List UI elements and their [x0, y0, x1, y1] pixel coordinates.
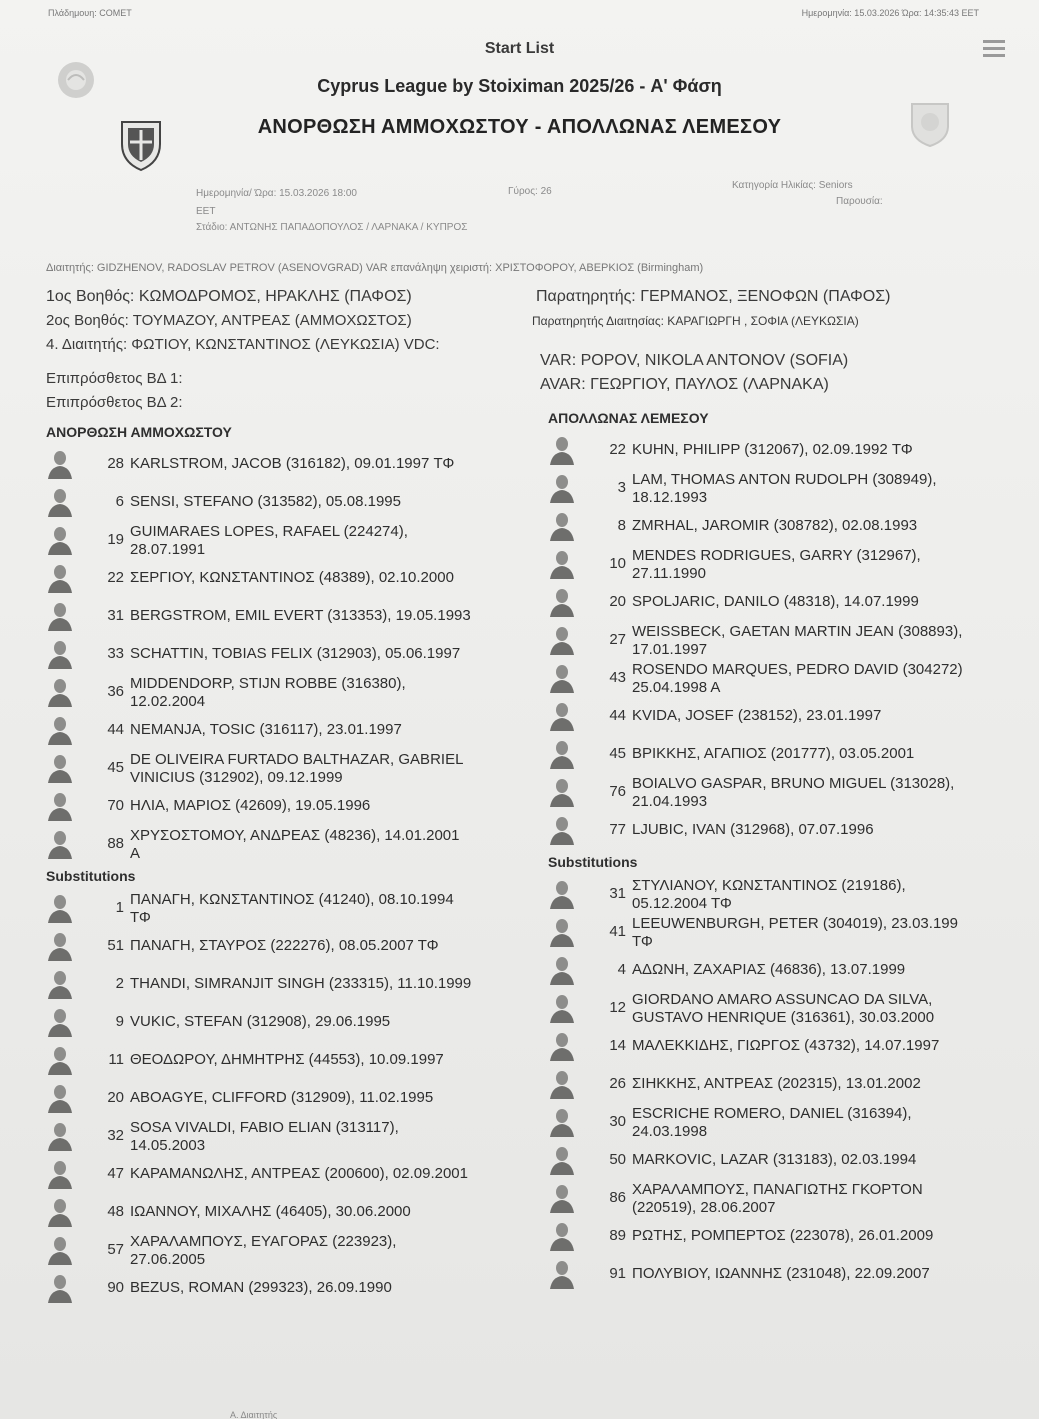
player-details	[130, 607, 540, 625]
player-row	[548, 432, 1036, 470]
player-photo	[46, 601, 74, 631]
player-detail-line: 05.12.2004 ΤΦ	[632, 895, 732, 912]
player-photo	[46, 1083, 74, 1113]
player-name-line: ΧΑΡΑΛΑΜΠΟΥΣ, ΠΑΝΑΓΙΩΤΗΣ ΓΚΟΡΤΟΝ	[632, 1181, 923, 1198]
shirt-number: 32	[107, 1127, 124, 1144]
player-photo	[548, 955, 576, 985]
player-photo	[548, 435, 576, 465]
player-detail-line: 14.05.2003	[130, 1137, 206, 1154]
player-photo	[46, 639, 74, 669]
shirt-number: 45	[107, 759, 124, 776]
player-details	[632, 877, 1036, 913]
player-details	[632, 961, 1036, 979]
shirt-number: 2	[115, 975, 124, 992]
player-detail-line: 24.03.1998	[632, 1123, 708, 1140]
player-details	[632, 775, 1036, 811]
player-row	[548, 736, 1036, 774]
player-detail-line: 28.07.1991	[130, 541, 206, 558]
player-row	[46, 1270, 540, 1308]
player-photo	[46, 1235, 74, 1265]
player-name-line: BOIALVO GASPAR, BRUNO MIGUEL (313028),	[632, 775, 955, 792]
timezone: EET	[196, 206, 216, 217]
shirt-number: 3	[617, 479, 626, 496]
shirt-number: 50	[609, 1151, 626, 1168]
shirt-number: 70	[107, 797, 124, 814]
document-title: Start List	[484, 40, 555, 57]
player-details	[632, 745, 1036, 763]
player-photo	[46, 1197, 74, 1227]
player-details	[130, 1233, 540, 1269]
player-row	[548, 1066, 1036, 1104]
shirt-number: 43	[609, 669, 626, 686]
player-details	[632, 1105, 1036, 1141]
player-row	[46, 560, 540, 598]
player-name-line: BEZUS, ROMAN (299323), 26.09.1990	[130, 1279, 392, 1296]
shirt-number: 31	[609, 885, 626, 902]
player-name-line: GIORDANO AMARO ASSUNCAO DA SILVA,	[632, 991, 933, 1008]
player-detail-line: (220519), 28.06.2007	[632, 1199, 776, 1216]
shirt-number: 6	[115, 493, 124, 510]
player-photo	[548, 777, 576, 807]
shirt-number: 57	[107, 1241, 124, 1258]
player-row	[46, 712, 540, 750]
player-name-line: ΣΕΡΓΙΟΥ, ΚΩΝΣΤΑΝΤΙΝΟΣ (48389), 02.10.2000	[130, 569, 454, 586]
player-name-line: GUIMARAES LOPES, RAFAEL (224274),	[130, 523, 408, 540]
player-detail-line: 27.06.2005	[130, 1251, 206, 1268]
player-photo	[548, 549, 576, 579]
player-photo	[46, 1273, 74, 1303]
player-photo	[46, 677, 74, 707]
player-detail-line: GUSTAVO HENRIQUE (316361), 30.03.2000	[632, 1009, 935, 1026]
player-name-line: ΘΕΟΔΩΡΟΥ, ΔΗΜΗΤΡΗΣ (44553), 10.09.1997	[130, 1051, 444, 1068]
var-official: VAR: POPOV, NIKOLA ANTONOV (SOFIA)	[540, 352, 849, 369]
player-name-line: MENDES RODRIGUES, GARRY (312967),	[632, 547, 921, 564]
player-details	[130, 721, 540, 739]
player-details	[130, 827, 540, 863]
player-name-line: MARKOVIC, LAZAR (313183), 02.03.1994	[632, 1151, 917, 1168]
shirt-number: 44	[107, 721, 124, 738]
player-details	[130, 523, 540, 559]
home-substitutions-title: Substitutions	[46, 868, 136, 884]
player-photo	[548, 1221, 576, 1251]
player-details	[130, 937, 540, 955]
player-photo	[46, 969, 74, 999]
player-row	[548, 952, 1036, 990]
player-name-line: ESCRICHE ROMERO, DANIEL (316394),	[632, 1105, 912, 1122]
player-details	[130, 1279, 540, 1297]
player-details	[130, 751, 540, 787]
player-photo	[548, 739, 576, 769]
shirt-number: 20	[107, 1089, 124, 1106]
shirt-number: 22	[107, 569, 124, 586]
assistant-2: 2ος Βοηθός: ΤΟΥΜΑΖΟΥ, ΑΝΤΡΕΑΣ (ΑΜΜΟΧΩΣΤΟΣ)	[46, 312, 412, 329]
shirt-number: 26	[609, 1075, 626, 1092]
player-photo	[46, 931, 74, 961]
player-name-line: ΒΡΙΚΚΗΣ, ΑΓΑΠΙΟΣ (201777), 03.05.2001	[632, 745, 915, 762]
player-details	[632, 471, 1036, 507]
player-row	[46, 966, 540, 1004]
fourth-official: 4. Διαιτητής: ΦΩΤΙΟΥ, ΚΩΝΣΤΑΝΤΙΝΟΣ (ΛΕΥΚΩΣΙΑ) VDC:	[46, 336, 440, 353]
player-row	[548, 1256, 1036, 1294]
player-details	[632, 707, 1036, 725]
player-row	[548, 470, 1036, 508]
player-details	[632, 547, 1036, 583]
player-row	[548, 914, 1036, 952]
player-name-line: ZMRHAL, JAROMIR (308782), 02.08.1993	[632, 517, 918, 534]
shirt-number: 51	[107, 937, 124, 954]
shirt-number: 30	[609, 1113, 626, 1130]
player-row	[46, 1232, 540, 1270]
player-photo	[548, 815, 576, 845]
player-details	[130, 1089, 540, 1107]
player-name-line: ΠΟΛΥΒΙΟΥ, ΙΩΑΝΝΗΣ (231048), 22.09.2007	[632, 1265, 930, 1282]
footer-label: Α. Διαιτητής	[230, 1410, 278, 1419]
player-name-line: ΡΩΤΗΣ, ΡΟΜΠΕΡΤΟΣ (223078), 26.01.2009	[632, 1227, 934, 1244]
player-photo	[548, 701, 576, 731]
shirt-number: 86	[609, 1189, 626, 1206]
player-name-line: SENSI, STEFANO (313582), 05.08.1995	[130, 493, 401, 510]
player-name-line: KVIDA, JOSEF (238152), 23.01.1997	[632, 707, 882, 724]
player-row	[46, 446, 540, 484]
player-row	[46, 1156, 540, 1194]
player-photo	[548, 511, 576, 541]
player-row	[46, 484, 540, 522]
player-row	[548, 1104, 1036, 1142]
player-row	[548, 1028, 1036, 1066]
player-details	[130, 1013, 540, 1031]
player-photo	[548, 663, 576, 693]
shirt-number: 10	[609, 555, 626, 572]
player-detail-line: 12.02.2004	[130, 693, 206, 710]
shirt-number: 4	[617, 961, 626, 978]
shirt-number: 1	[115, 899, 124, 916]
player-photo	[46, 715, 74, 745]
player-row	[548, 1218, 1036, 1256]
player-photo	[46, 449, 74, 479]
player-photo	[46, 525, 74, 555]
player-photo	[548, 917, 576, 947]
print-header-bar	[40, 4, 999, 22]
player-row	[46, 1118, 540, 1156]
player-name-line: WEISSBECK, GAETAN MARTIN JEAN (308893),	[632, 623, 963, 640]
shirt-number: 12	[609, 999, 626, 1016]
player-photo	[46, 829, 74, 859]
player-name-line: LAM, THOMAS ANTON RUDOLPH (308949),	[632, 471, 937, 488]
player-detail-line: 21.04.1993	[632, 793, 708, 810]
shirt-number: 36	[107, 683, 124, 700]
player-row	[46, 826, 540, 864]
player-details	[632, 915, 1036, 951]
player-details	[130, 891, 540, 927]
player-name-line: ΜΑΛΕΚΚΙΔΗΣ, ΓΙΩΡΓΟΣ (43732), 14.07.1997	[632, 1037, 940, 1054]
player-photo	[548, 1031, 576, 1061]
away-substitutions-title: Substitutions	[548, 854, 638, 870]
player-row	[46, 890, 540, 928]
player-name-line: LJUBIC, IVAN (312968), 07.07.1996	[632, 821, 874, 838]
print-timestamp: Ημερομηνία: 15.03.2026 Ώρα: 14:35:43 EET	[801, 8, 979, 18]
player-name-line: KARLSTROM, JACOB (316182), 09.01.1997 ΤΦ	[130, 455, 455, 472]
player-photo	[548, 1069, 576, 1099]
player-name-line: ΣΤΥΛΙΑΝΟΥ, ΚΩΝΣΤΑΝΤΙΝΟΣ (219186),	[632, 877, 906, 894]
player-name-line: MIDDENDORP, STIJN ROBBE (316380),	[130, 675, 406, 692]
player-details	[632, 1075, 1036, 1093]
shirt-number: 22	[609, 441, 626, 458]
player-detail-line: VINICIUS (312902), 09.12.1999	[130, 769, 343, 786]
shirt-number: 9	[115, 1013, 124, 1030]
player-details	[632, 1227, 1036, 1245]
shirt-number: 19	[107, 531, 124, 548]
player-details	[632, 991, 1036, 1027]
player-name-line: DE OLIVEIRA FURTADO BALTHAZAR, GABRIEL	[130, 751, 464, 768]
avar-official: AVAR: ΓΕΩΡΓΙΟΥ, ΠΑΥΛΟΣ (ΛΑΡΝΑΚΑ)	[540, 376, 829, 393]
player-name-line: ROSENDO MARQUES, PEDRO DAVID (304272)	[632, 661, 963, 678]
home-team-name: ΑΝΟΡΘΩΣΗ ΑΜΜΟΧΩΣΤΟΥ	[46, 424, 232, 440]
shirt-number: 45	[609, 745, 626, 762]
player-row	[46, 750, 540, 788]
player-row	[548, 698, 1036, 736]
player-photo	[548, 587, 576, 617]
player-detail-line: 27.11.1990	[632, 565, 706, 582]
player-row	[548, 508, 1036, 546]
shirt-number: 88	[107, 835, 124, 852]
player-details	[130, 455, 540, 473]
player-detail-line: 25.04.1998 Α	[632, 679, 721, 696]
player-name-line: ΧΑΡΑΛΑΜΠΟΥΣ, ΕΥΑΓΟΡΑΣ (223923),	[130, 1233, 397, 1250]
player-name-line: ΗΛΙΑ, ΜΑΡΙΟΣ (42609), 19.05.1996	[130, 797, 371, 814]
player-details	[130, 797, 540, 815]
shirt-number: 11	[108, 1051, 124, 1068]
player-row	[46, 598, 540, 636]
player-details	[632, 441, 1036, 459]
player-detail-line: 17.01.1997	[632, 641, 708, 658]
player-details	[632, 1181, 1036, 1217]
player-row	[46, 636, 540, 674]
player-detail-line: 18.12.1993	[632, 489, 708, 506]
player-photo	[46, 1121, 74, 1151]
player-photo	[548, 879, 576, 909]
additional-ar-2: Επιπρόσθετος ΒΔ 2:	[46, 394, 183, 411]
player-row	[46, 928, 540, 966]
player-row	[548, 546, 1036, 584]
shirt-number: 33	[107, 645, 124, 662]
player-row	[46, 1042, 540, 1080]
player-name-line: LEEUWENBURGH, PETER (304019), 23.03.199	[632, 915, 958, 932]
observer: Παρατηρητής: ΓΕΡΜΑΝΟΣ, ΞΕΝΟΦΩΝ (ΠΑΦΟΣ)	[536, 288, 891, 305]
player-details	[130, 1051, 540, 1069]
shirt-number: 44	[609, 707, 626, 724]
player-details	[632, 821, 1036, 839]
shirt-number: 76	[609, 783, 626, 800]
competition-title: Cyprus League by Stoiximan 2025/26 - Α' Φάση	[317, 76, 722, 96]
player-name-line: THANDI, SIMRANJIT SINGH (233315), 11.10.1999	[130, 975, 472, 992]
player-details	[130, 493, 540, 511]
player-photo	[46, 487, 74, 517]
shirt-number: 41	[609, 923, 626, 940]
player-photo	[46, 893, 74, 923]
player-photo	[548, 625, 576, 655]
player-row	[46, 1004, 540, 1042]
assistant-1: 1ος Βοηθός: ΚΩΜΟΔΡΟΜΟΣ, ΗΡΑΚΛΗΣ (ΠΑΦΟΣ)	[46, 288, 412, 305]
player-photo	[46, 1159, 74, 1189]
player-photo	[46, 753, 74, 783]
player-details	[130, 975, 540, 993]
player-details	[632, 661, 1036, 697]
player-photo	[46, 1007, 74, 1037]
player-name-line: ΑΔΩΝΗ, ΖΑΧΑΡΙΑΣ (46836), 13.07.1999	[632, 961, 906, 978]
player-name-line: SCHATTIN, TOBIAS FELIX (312903), 05.06.1997	[130, 645, 461, 662]
player-photo	[548, 1107, 576, 1137]
player-details	[632, 517, 1036, 535]
player-photo	[548, 1145, 576, 1175]
player-name-line: SPOLJARIC, DANILO (48318), 14.07.1999	[632, 593, 919, 610]
player-name-line: SOSA VIVALDI, FABIO ELIAN (313117),	[130, 1119, 399, 1136]
player-row	[548, 1180, 1036, 1218]
age-category: Κατηγορία Ηλικίας: Seniors	[732, 180, 853, 191]
away-team-lineup	[548, 410, 1036, 1294]
player-details	[632, 623, 1036, 659]
shirt-number: 48	[107, 1203, 124, 1220]
player-row	[548, 876, 1036, 914]
player-detail-line: Α	[130, 845, 141, 862]
player-details	[130, 675, 540, 711]
shirt-number: 89	[609, 1227, 626, 1244]
player-name-line: BERGSTROM, EMIL EVERT (313353), 19.05.1993	[130, 607, 471, 624]
print-system-label: Πλάδημουη: COMET	[48, 8, 132, 18]
player-name-line: ΠΑΝΑΓΗ, ΚΩΝΣΤΑΝΤΙΝΟΣ (41240), 08.10.1994	[130, 891, 454, 908]
player-details	[632, 1151, 1036, 1169]
stadium: Στάδιο: ΑΝΤΩΝΗΣ ΠΑΠΑΔΟΠΟΥΛΟΣ / ΛΑΡΝΑΚΑ / ΚΥΠΡΟΣ	[196, 222, 468, 233]
player-photo	[548, 1183, 576, 1213]
round: Γύρος: 26	[508, 186, 552, 197]
player-details	[632, 593, 1036, 611]
home-team-lineup	[46, 424, 540, 1308]
player-row	[548, 990, 1036, 1028]
away-team-name: ΑΠΟΛΛΩΝΑΣ ΛΕΜΕΣΟΥ	[548, 410, 709, 426]
player-details	[130, 1119, 540, 1155]
player-row	[548, 812, 1036, 850]
player-row	[46, 522, 540, 560]
player-photo	[46, 791, 74, 821]
player-name-line: NEMANJA, TOSIC (316117), 23.01.1997	[130, 721, 402, 738]
player-row	[548, 584, 1036, 622]
shirt-number: 77	[609, 821, 626, 838]
player-details	[130, 569, 540, 587]
referee-observer: Παρατηρητής Διαιτησίας: ΚΑΡΑΓΙΩΡΓΗ , ΣΟΦΙΑ (ΛΕΥΚΩΣΙΑ)	[532, 314, 859, 328]
player-photo	[46, 1045, 74, 1075]
player-details	[632, 1265, 1036, 1283]
player-name-line: KUHN, PHILIPP (312067), 02.09.1992 ΤΦ	[632, 441, 913, 458]
player-details	[130, 645, 540, 663]
player-name-line: ΣΙΗΚΚΗΣ, ΑΝΤΡΕΑΣ (202315), 13.01.2002	[632, 1075, 921, 1092]
player-detail-line: ΤΦ	[632, 933, 653, 950]
player-detail-line: ΤΦ	[130, 909, 151, 926]
player-photo	[548, 993, 576, 1023]
player-row	[548, 774, 1036, 812]
shirt-number: 27	[609, 631, 626, 648]
shirt-number: 20	[609, 593, 626, 610]
player-name-line: ΚΑΡΑΜΑΝΩΛΗΣ, ΑΝΤΡΕΑΣ (200600), 02.09.2001	[130, 1165, 468, 1182]
player-row	[46, 1080, 540, 1118]
player-row	[548, 660, 1036, 698]
additional-ar-1: Επιπρόσθετος ΒΔ 1:	[46, 370, 183, 387]
shirt-number: 91	[609, 1265, 626, 1282]
shirt-number: 28	[107, 455, 124, 472]
player-row	[548, 622, 1036, 660]
shirt-number: 14	[609, 1037, 626, 1054]
shirt-number: 31	[107, 607, 124, 624]
shirt-number: 47	[107, 1165, 124, 1182]
player-name-line: ΧΡΥΣΟΣΤΟΜΟΥ, ΑΝΔΡΕΑΣ (48236), 14.01.2001	[130, 827, 460, 844]
referee-var-line: Διαιτητής: GIDZHENOV, RADOSLAV PETROV (ASENOVGRAD) VAR επανάληψη χειριστή: ΧΡΙΣΤΟΦΟΡΟΥ, ΑΒΕΡΚΙΟΣ (Birmingham)	[46, 262, 704, 274]
player-name-line: VUKIC, STEFAN (312908), 29.06.1995	[130, 1013, 391, 1030]
player-row	[46, 788, 540, 826]
player-photo	[548, 1259, 576, 1289]
player-photo	[46, 563, 74, 593]
player-name-line: ABOAGYE, CLIFFORD (312909), 11.02.1995	[130, 1089, 434, 1106]
match-datetime: Ημερομηνία/ Ώρα: 15.03.2026 18:00	[196, 188, 357, 199]
player-name-line: ΠΑΝΑΓΗ, ΣΤΑΥΡΟΣ (222276), 08.05.2007 ΤΦ	[130, 937, 439, 954]
player-row	[548, 1142, 1036, 1180]
player-details	[130, 1165, 540, 1183]
player-details	[130, 1203, 540, 1221]
player-photo	[548, 473, 576, 503]
player-name-line: ΙΩΑΝΝΟΥ, ΜΙΧΑΛΗΣ (46405), 30.06.2000	[130, 1203, 411, 1220]
match-title: ΑΝΟΡΘΩΣΗ ΑΜΜΟΧΩΣΤΟΥ - ΑΠΟΛΛΩΝΑΣ ΛΕΜΕΣΟΥ	[257, 116, 782, 138]
player-details	[632, 1037, 1036, 1055]
player-row	[46, 1194, 540, 1232]
player-row	[46, 674, 540, 712]
attendance: Παρουσία:	[836, 196, 883, 207]
shirt-number: 8	[617, 517, 626, 534]
shirt-number: 90	[107, 1279, 124, 1296]
